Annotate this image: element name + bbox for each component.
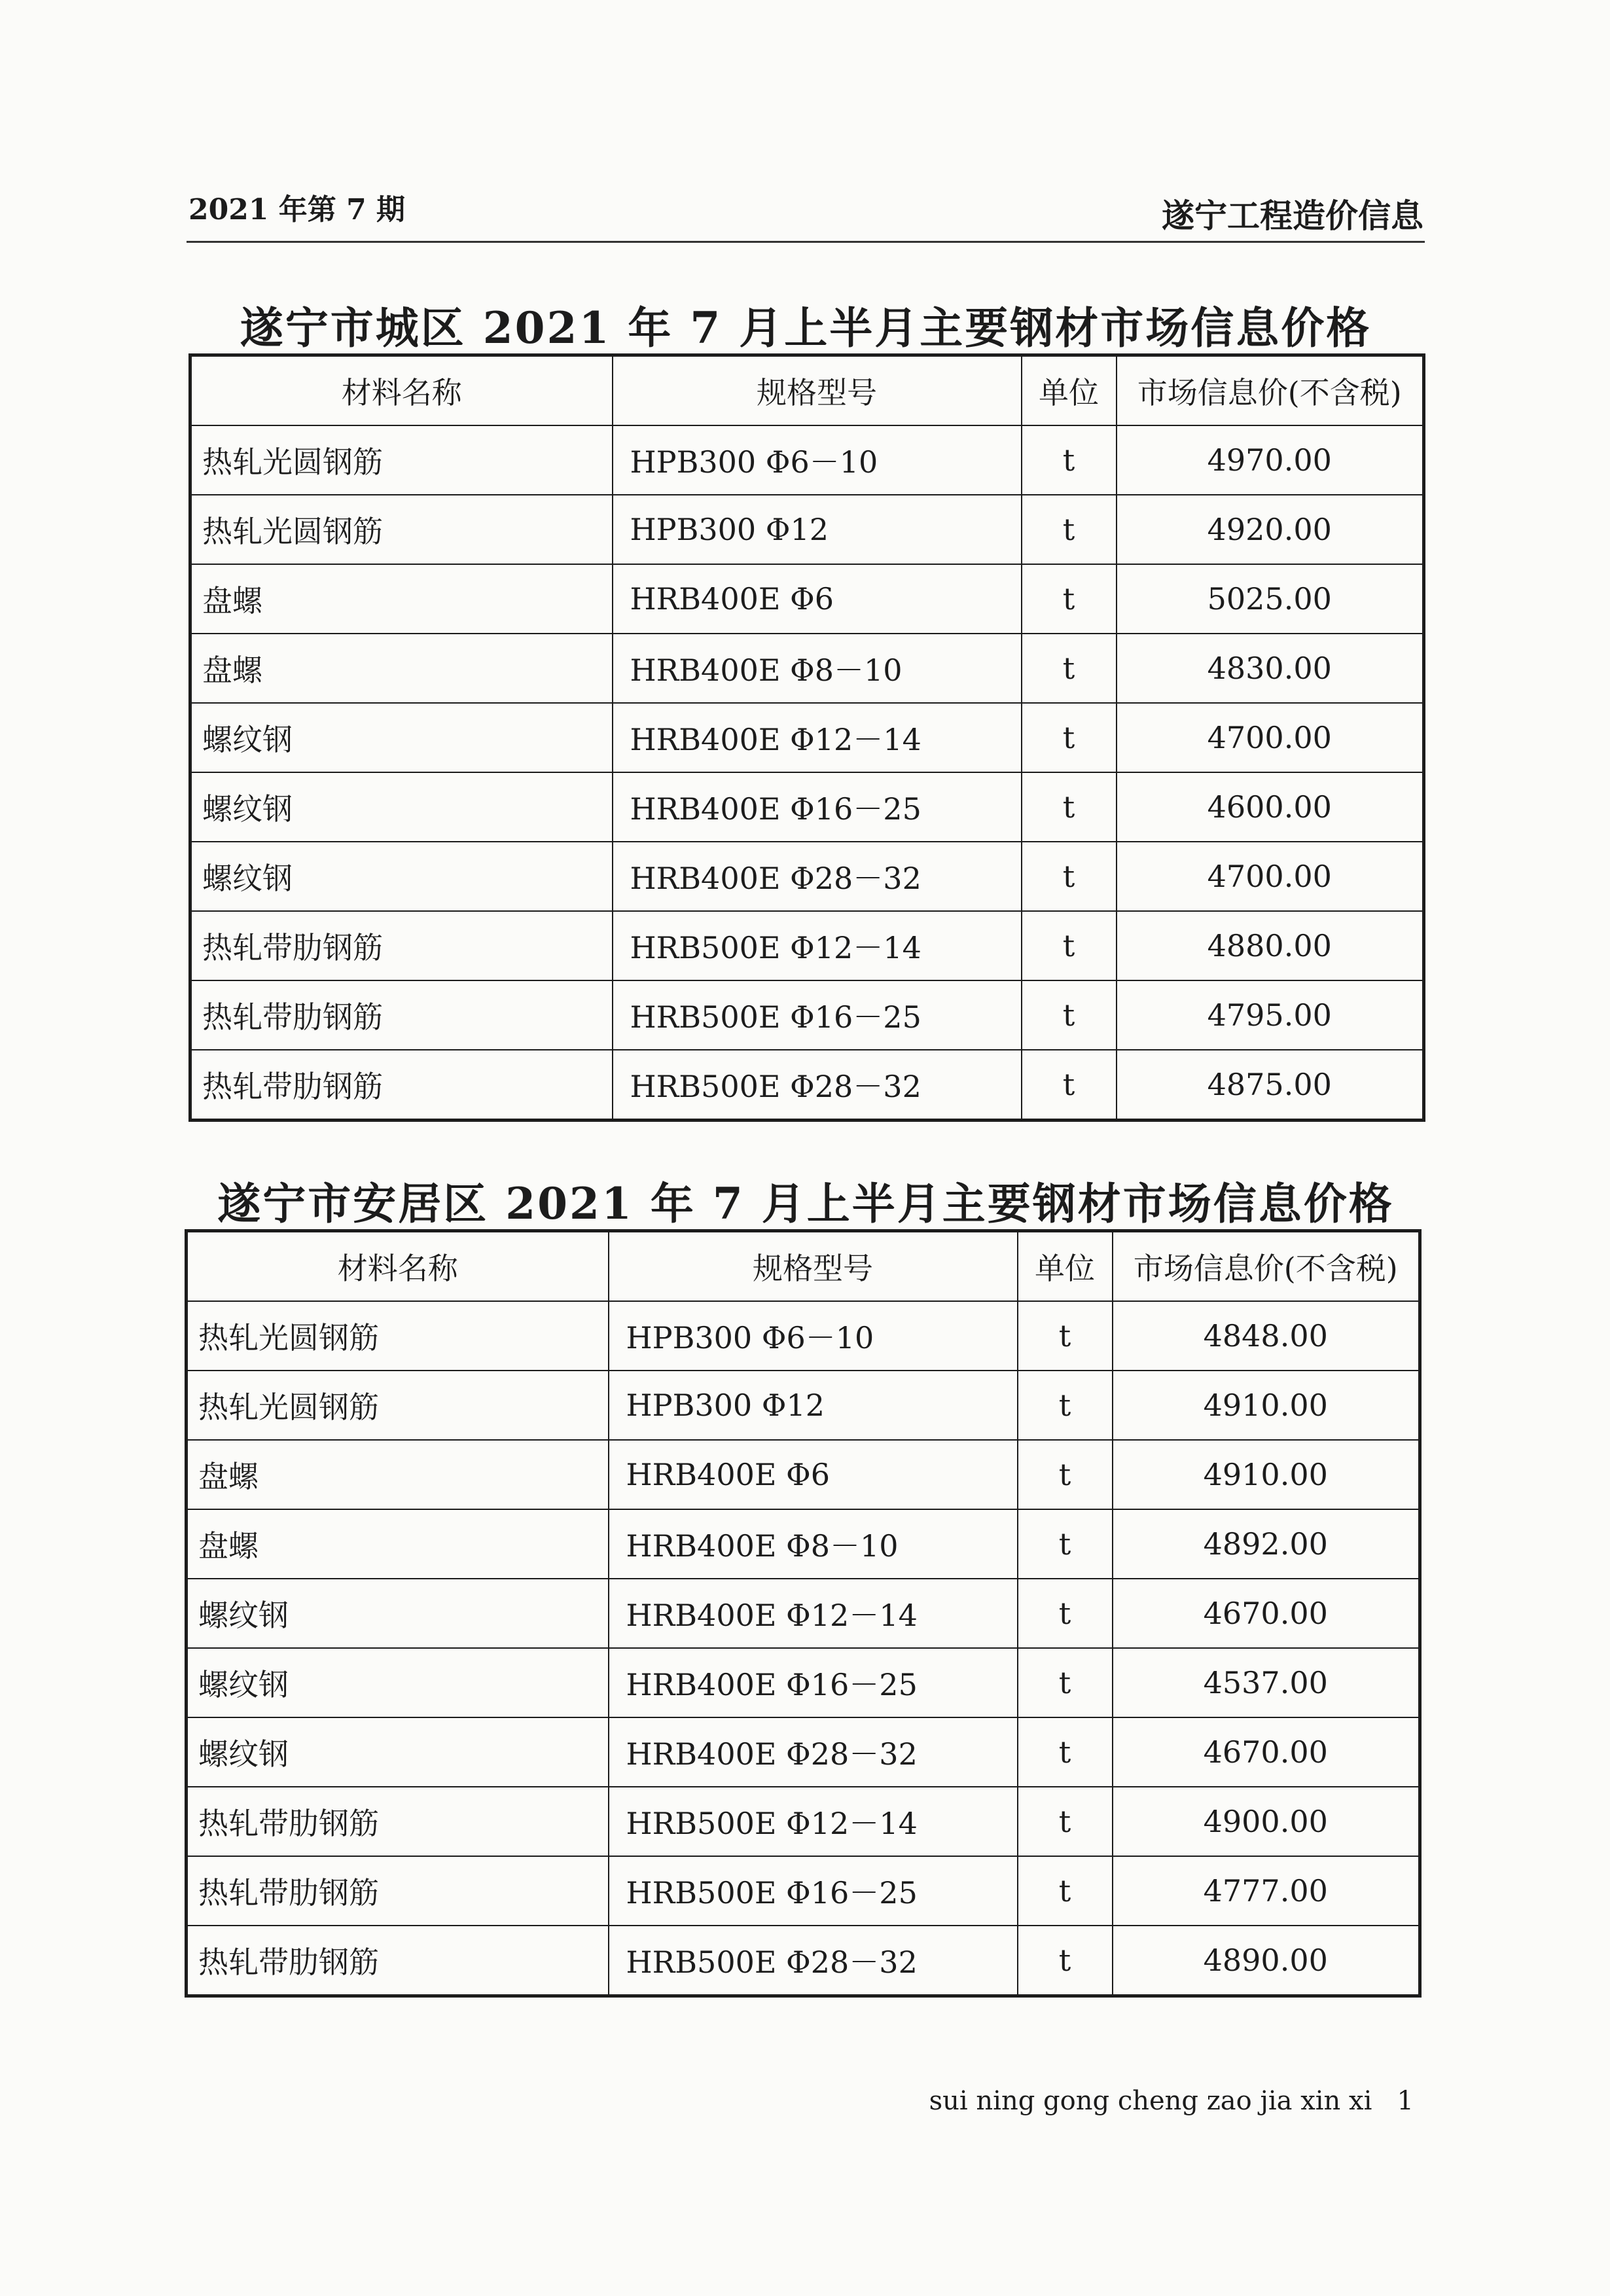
spec-cell: HRB400E Φ6 [613, 564, 1022, 634]
unit-cell: t [1018, 1856, 1113, 1926]
material-name-cell: 热轧带肋钢筋 [187, 1856, 609, 1926]
price-cell: 4920.00 [1117, 495, 1424, 564]
unit-cell: t [1022, 980, 1117, 1050]
table-header-row [190, 355, 1424, 426]
price-cell: 4537.00 [1113, 1648, 1420, 1717]
unit-cell: t [1018, 1926, 1113, 1996]
material-name-cell: 螺纹钢 [190, 772, 613, 842]
unit-cell: t [1018, 1440, 1113, 1509]
price-cell: 5025.00 [1117, 564, 1424, 634]
unit-cell: t [1022, 564, 1117, 634]
column-header: 材料名称 [190, 355, 613, 426]
column-header: 单位 [1018, 1231, 1113, 1302]
spec-cell: HRB400E Φ16－25 [609, 1648, 1018, 1717]
spec-cell: HRB400E Φ6 [609, 1440, 1018, 1509]
price-cell: 4875.00 [1117, 1050, 1424, 1121]
table-row [187, 1371, 1420, 1440]
material-name-cell: 热轧带肋钢筋 [190, 911, 613, 980]
price-cell: 4670.00 [1113, 1717, 1420, 1787]
footer-text: sui ning gong cheng zao jia xin xi [929, 2086, 1372, 2116]
spec-cell: HRB400E Φ16－25 [613, 772, 1022, 842]
price-cell: 4795.00 [1117, 980, 1424, 1050]
spec-cell: HRB500E Φ28－32 [609, 1926, 1018, 1996]
material-name-cell: 盘螺 [187, 1440, 609, 1509]
spec-cell: HRB400E Φ12－14 [609, 1579, 1018, 1648]
table-row [190, 634, 1424, 703]
table-row [190, 911, 1424, 980]
material-name-cell: 热轧光圆钢筋 [187, 1371, 609, 1440]
header-divider [187, 241, 1425, 243]
column-header: 单位 [1022, 355, 1117, 426]
spec-cell: HRB400E Φ8－10 [609, 1509, 1018, 1579]
material-name-cell: 热轧带肋钢筋 [187, 1787, 609, 1856]
table-row [187, 1648, 1420, 1717]
price-table [185, 1229, 1422, 1998]
spec-cell: HRB500E Φ16－25 [609, 1856, 1018, 1926]
price-cell: 4777.00 [1113, 1856, 1420, 1926]
material-name-cell: 热轧带肋钢筋 [187, 1926, 609, 1996]
price-cell: 4830.00 [1117, 634, 1424, 703]
unit-cell: t [1022, 911, 1117, 980]
table-header-row [187, 1231, 1420, 1302]
unit-cell: t [1018, 1579, 1113, 1648]
spec-cell: HRB500E Φ16－25 [613, 980, 1022, 1050]
unit-cell: t [1022, 703, 1117, 772]
spec-cell: HPB300 Φ6－10 [609, 1301, 1018, 1371]
price-cell: 4670.00 [1113, 1579, 1420, 1648]
column-header: 材料名称 [187, 1231, 609, 1302]
unit-cell: t [1018, 1648, 1113, 1717]
material-name-cell: 热轧带肋钢筋 [190, 980, 613, 1050]
price-cell: 4892.00 [1113, 1509, 1420, 1579]
spec-cell: HRB400E Φ28－32 [609, 1717, 1018, 1787]
table-row [190, 495, 1424, 564]
material-name-cell: 热轧光圆钢筋 [187, 1301, 609, 1371]
material-name-cell: 热轧光圆钢筋 [190, 425, 613, 495]
table-row [187, 1856, 1420, 1926]
spec-cell: HPB300 Φ12 [609, 1371, 1018, 1440]
price-cell: 4880.00 [1117, 911, 1424, 980]
page-number: 1 [1397, 2086, 1414, 2116]
table-row [187, 1440, 1420, 1509]
unit-cell: t [1018, 1787, 1113, 1856]
column-header: 规格型号 [613, 355, 1022, 426]
table-row [190, 842, 1424, 911]
price-cell: 4600.00 [1117, 772, 1424, 842]
price-cell: 4910.00 [1113, 1440, 1420, 1509]
material-name-cell: 螺纹钢 [190, 842, 613, 911]
spec-cell: HRB500E Φ12－14 [609, 1787, 1018, 1856]
unit-cell: t [1022, 634, 1117, 703]
spec-cell: HRB500E Φ28－32 [613, 1050, 1022, 1121]
spec-cell: HRB400E Φ28－32 [613, 842, 1022, 911]
publication-title: 遂宁工程造价信息 [1162, 196, 1423, 235]
unit-cell: t [1018, 1371, 1113, 1440]
table-row [190, 564, 1424, 634]
spec-cell: HPB300 Φ12 [613, 495, 1022, 564]
spec-cell: HRB500E Φ12－14 [613, 911, 1022, 980]
spec-cell: HRB400E Φ8－10 [613, 634, 1022, 703]
unit-cell: t [1022, 495, 1117, 564]
unit-cell: t [1022, 425, 1117, 495]
issue-label: 2021 年第 7 期 [188, 193, 406, 226]
material-name-cell: 盘螺 [190, 634, 613, 703]
material-name-cell: 盘螺 [187, 1509, 609, 1579]
table-row [190, 772, 1424, 842]
table-title: 遂宁市安居区 2021 年 7 月上半月主要钢材市场信息价格 [217, 1178, 1394, 1229]
unit-cell: t [1018, 1301, 1113, 1371]
table-row [187, 1926, 1420, 1996]
price-cell: 4848.00 [1113, 1301, 1420, 1371]
table-row [187, 1717, 1420, 1787]
material-name-cell: 螺纹钢 [190, 703, 613, 772]
unit-cell: t [1022, 1050, 1117, 1121]
unit-cell: t [1018, 1509, 1113, 1579]
price-cell: 4890.00 [1113, 1926, 1420, 1996]
price-cell: 4970.00 [1117, 425, 1424, 495]
unit-cell: t [1018, 1717, 1113, 1787]
material-name-cell: 螺纹钢 [187, 1579, 609, 1648]
material-name-cell: 热轧光圆钢筋 [190, 495, 613, 564]
column-header: 市场信息价(不含税) [1113, 1231, 1420, 1302]
price-cell: 4900.00 [1113, 1787, 1420, 1856]
table-row [187, 1579, 1420, 1648]
spec-cell: HRB400E Φ12－14 [613, 703, 1022, 772]
column-header: 市场信息价(不含税) [1117, 355, 1424, 426]
table-row [187, 1301, 1420, 1371]
price-cell: 4910.00 [1113, 1371, 1420, 1440]
material-name-cell: 螺纹钢 [187, 1648, 609, 1717]
price-cell: 4700.00 [1117, 703, 1424, 772]
table-row [187, 1509, 1420, 1579]
spec-cell: HPB300 Φ6－10 [613, 425, 1022, 495]
material-name-cell: 螺纹钢 [187, 1717, 609, 1787]
table-row [190, 980, 1424, 1050]
unit-cell: t [1022, 842, 1117, 911]
table-row [190, 1050, 1424, 1121]
page-footer [929, 2086, 1414, 2116]
material-name-cell: 盘螺 [190, 564, 613, 634]
table-row [190, 703, 1424, 772]
price-table [188, 353, 1425, 1122]
material-name-cell: 热轧带肋钢筋 [190, 1050, 613, 1121]
table-row [187, 1787, 1420, 1856]
table-row [190, 425, 1424, 495]
table-title: 遂宁市城区 2021 年 7 月上半月主要钢材市场信息价格 [240, 302, 1372, 353]
column-header: 规格型号 [609, 1231, 1018, 1302]
price-cell: 4700.00 [1117, 842, 1424, 911]
unit-cell: t [1022, 772, 1117, 842]
